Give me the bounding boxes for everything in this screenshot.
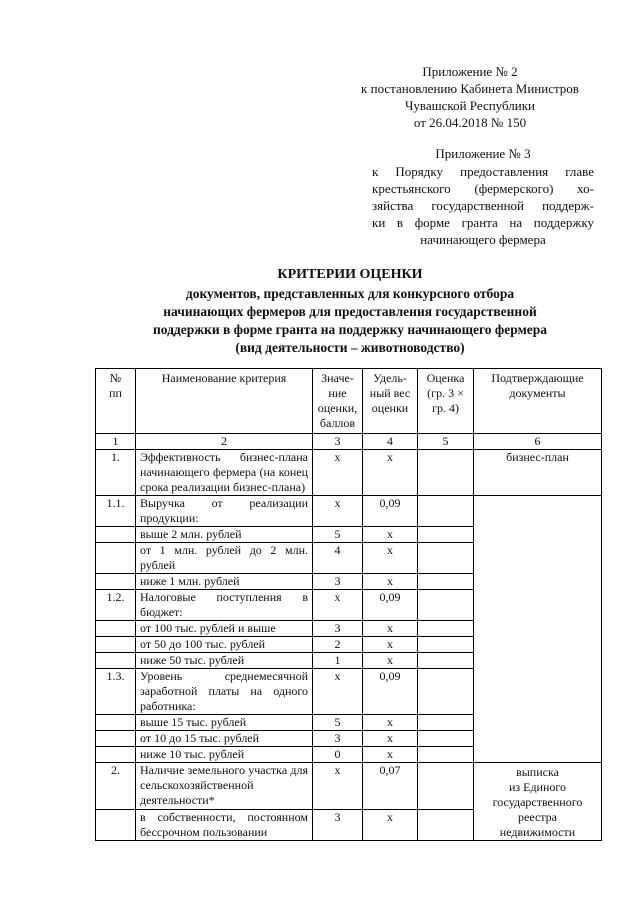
- row-value: x: [313, 496, 363, 527]
- appendix-3-line: крестьянского (фермерского) хо-: [372, 181, 594, 196]
- row-value: x: [313, 763, 363, 810]
- row-name: ниже 1 млн. рублей: [136, 574, 313, 590]
- document-heading: [100, 266, 600, 357]
- appendix-3-block: [372, 145, 594, 248]
- table-row: [96, 450, 602, 496]
- row-value: 3: [313, 809, 363, 840]
- row-name: Эффективность бизнес-плана начинающего фермера (на конец срока реализации бизнес-плана): [136, 450, 313, 496]
- row-name: от 100 тыс. рублей и выше: [136, 621, 313, 637]
- row-weight: 0,07: [363, 763, 418, 810]
- row-num: [96, 543, 136, 574]
- row-score: [418, 496, 474, 527]
- row-num: [96, 574, 136, 590]
- row-name: в собственности, постоянном бессрочном пользовании: [136, 809, 313, 840]
- row-score: [418, 637, 474, 653]
- row-value: 3: [313, 621, 363, 637]
- row-docs: выписка из Единого государственного реестра недвижимости: [474, 763, 602, 841]
- row-num: [96, 747, 136, 763]
- heading-line: (вид деятельности – животноводство): [235, 340, 465, 355]
- col-number: 4: [363, 434, 418, 450]
- heading-line: поддержки в форме гранта на поддержку начинающего фермера: [152, 322, 548, 337]
- row-weight: x: [363, 543, 418, 574]
- row-name: Выручка от реализации продукции:: [136, 496, 313, 527]
- row-weight: 0,09: [363, 669, 418, 715]
- row-value: 2: [313, 637, 363, 653]
- appendix-3-line: начинающего фермера: [420, 232, 546, 247]
- row-num: 1.3.: [96, 669, 136, 715]
- row-num: 1.: [96, 450, 136, 496]
- row-weight: x: [363, 574, 418, 590]
- row-weight: x: [363, 715, 418, 731]
- row-value: x: [313, 590, 363, 621]
- row-docs: бизнес-план: [474, 450, 602, 496]
- row-score: [418, 653, 474, 669]
- header-num: № пп: [96, 369, 136, 434]
- header-score: Оценка (гр. 3 × гр. 4): [418, 369, 474, 434]
- row-score: [418, 621, 474, 637]
- header-value: Значе- ние оценки, баллов: [313, 369, 363, 434]
- row-value: 0: [313, 747, 363, 763]
- row-weight: x: [363, 450, 418, 496]
- row-name: Налоговые поступления в бюджет:: [136, 590, 313, 621]
- row-weight: x: [363, 637, 418, 653]
- header-docs: Подтверждающие документы: [474, 369, 602, 434]
- col-number: 1: [96, 434, 136, 450]
- heading-line: начинающих фермеров для предоставления государственной: [163, 304, 537, 319]
- row-score: [418, 763, 474, 810]
- row-value: x: [313, 669, 363, 715]
- row-name: ниже 50 тыс. рублей: [136, 653, 313, 669]
- row-name: Наличие земельного участка для сельскохозяйственной деятельности*: [136, 763, 313, 810]
- row-num: [96, 621, 136, 637]
- row-score: [418, 450, 474, 496]
- row-name: от 1 млн. рублей до 2 млн. рублей: [136, 543, 313, 574]
- appendix-3-line: к Порядку предоставления главе: [372, 164, 594, 179]
- row-weight: x: [363, 527, 418, 543]
- row-weight: 0,09: [363, 590, 418, 621]
- row-docs: [474, 496, 602, 763]
- row-weight: x: [363, 621, 418, 637]
- appendix-2-block: [350, 63, 590, 131]
- row-score: [418, 747, 474, 763]
- col-number: 6: [474, 434, 602, 450]
- table-row: [96, 763, 602, 810]
- appendix-3-line: ки в форме гранта на поддержку: [372, 215, 594, 230]
- col-number: 3: [313, 434, 363, 450]
- row-score: [418, 590, 474, 621]
- row-score: [418, 574, 474, 590]
- row-value: 5: [313, 527, 363, 543]
- table-row: [96, 496, 602, 527]
- appendix-2-date: от 26.04.2018 № 150: [413, 115, 527, 130]
- row-value: 3: [313, 731, 363, 747]
- row-weight: 0,09: [363, 496, 418, 527]
- row-name: ниже 10 тыс. рублей: [136, 747, 313, 763]
- row-value: 4: [313, 543, 363, 574]
- row-name: выше 2 млн. рублей: [136, 527, 313, 543]
- column-numbers-row: [96, 434, 602, 450]
- row-value: 3: [313, 574, 363, 590]
- row-num: [96, 637, 136, 653]
- row-num: 2.: [96, 763, 136, 810]
- table-header-row: [96, 369, 602, 434]
- row-score: [418, 527, 474, 543]
- row-num: [96, 527, 136, 543]
- row-name: от 10 до 15 тыс. рублей: [136, 731, 313, 747]
- row-score: [418, 543, 474, 574]
- col-number: 2: [136, 434, 313, 450]
- header-name: Наименование критерия: [136, 369, 313, 434]
- appendix-2-title: Приложение № 2: [422, 64, 518, 79]
- heading-line: документов, представленных для конкурсного отбора: [185, 286, 515, 301]
- row-value: 5: [313, 715, 363, 731]
- header-weight: Удель- ный вес оценки: [363, 369, 418, 434]
- row-score: [418, 715, 474, 731]
- appendix-2-line: к постановлению Кабинета Министров: [361, 81, 579, 96]
- row-score: [418, 669, 474, 715]
- row-value: 1: [313, 653, 363, 669]
- col-number: 5: [418, 434, 474, 450]
- row-weight: x: [363, 747, 418, 763]
- row-weight: x: [363, 809, 418, 840]
- row-num: [96, 731, 136, 747]
- appendix-3-title: Приложение № 3: [435, 146, 531, 161]
- row-weight: x: [363, 731, 418, 747]
- appendix-2-line: Чувашской Республики: [404, 98, 536, 113]
- row-num: 1.2.: [96, 590, 136, 621]
- row-name: Уровень среднемесячной заработной платы на одного работника:: [136, 669, 313, 715]
- row-score: [418, 731, 474, 747]
- row-name: от 50 до 100 тыс. рублей: [136, 637, 313, 653]
- heading-title: КРИТЕРИИ ОЦЕНКИ: [277, 267, 423, 282]
- row-num: [96, 715, 136, 731]
- appendix-3-line: зяйства государственной поддерж-: [372, 198, 594, 213]
- row-num: [96, 809, 136, 840]
- row-num: [96, 653, 136, 669]
- row-score: [418, 809, 474, 840]
- row-name: выше 15 тыс. рублей: [136, 715, 313, 731]
- row-value: x: [313, 450, 363, 496]
- criteria-table: [95, 368, 602, 841]
- row-weight: x: [363, 653, 418, 669]
- row-num: 1.1.: [96, 496, 136, 527]
